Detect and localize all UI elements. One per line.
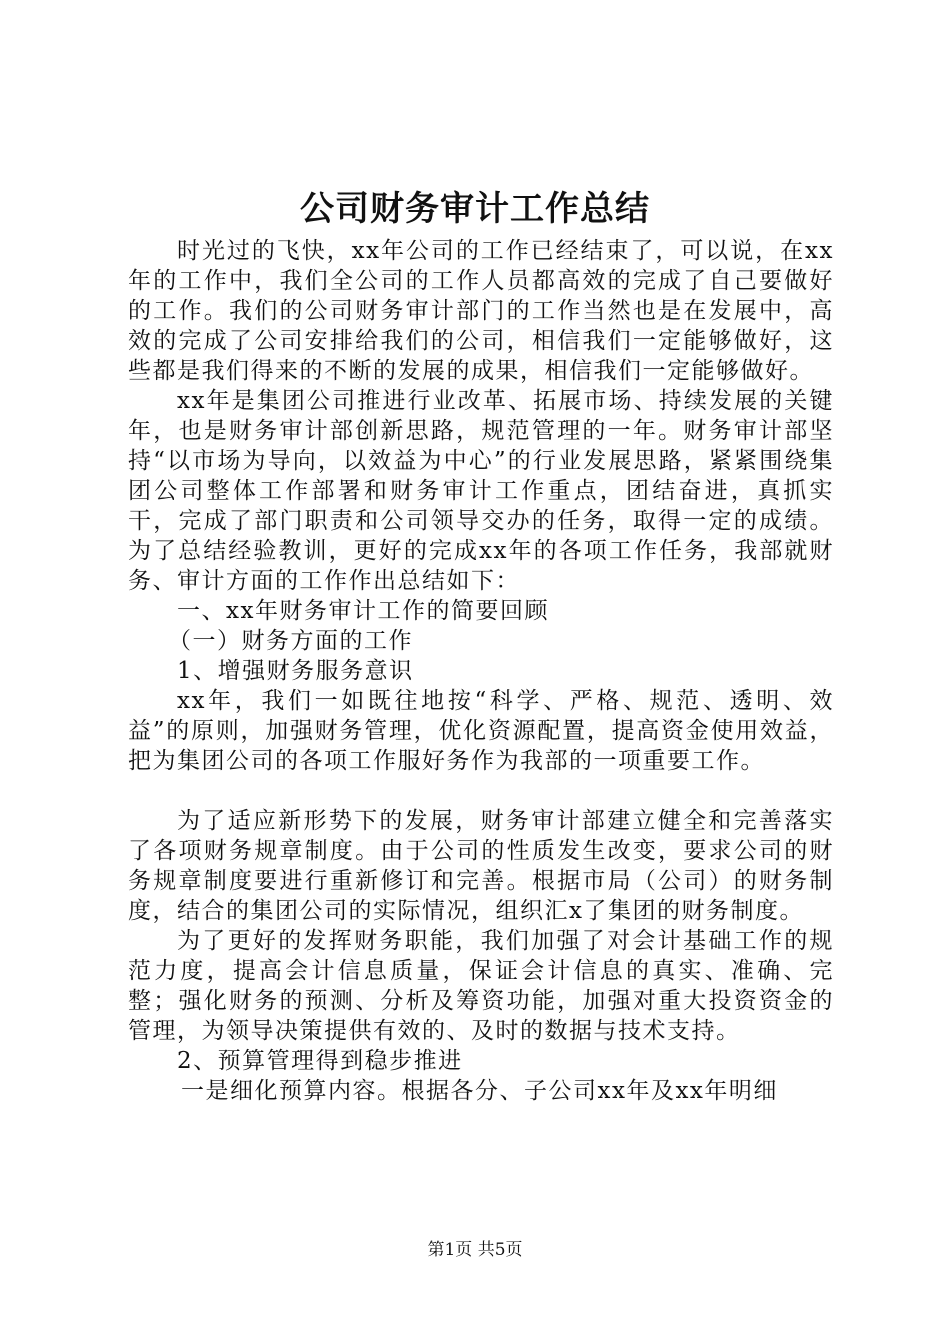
- subsection-heading: （一）财务方面的工作: [168, 628, 413, 654]
- item-heading-1: 1、增强财务服务意识: [177, 658, 414, 684]
- paragraph-service: xx年，我们一如既往地按“科学、严格、规范、透明、效益”的原则，加强财务管理，优化资源配置，提高资金使用效益，把为集团公司的各项工作服好务作为我部的一项重要工作。: [128, 688, 834, 774]
- paragraph-regulations: 为了适应新形势下的发展，财务审计部建立健全和完善落实了各项财务规章制度。由于公司的性质发生改变，要求公司的财务规章制度要进行重新修订和完善。根据市局（公司）的财务制度，结合的集团公司的实际情况，组织汇x了集团的财务制度。: [128, 808, 834, 924]
- paragraph-intro: 时光过的飞快，xx年公司的工作已经结束了，可以说，在xx年的工作中，我们全公司的工作人员都高效的完成了自己要做好的工作。我们的公司财务审计部门的工作当然也是在发展中，高效的完成了公司安排给我们的公司，相信我们一定能够做好，这些都是我们得来的不断的发展的成果，相信我们一定能够做好。: [128, 238, 834, 384]
- paragraph-budget: 一是细化预算内容。根据各分、子公司xx年及xx年明细: [181, 1078, 778, 1104]
- paragraph-overview: xx年是集团公司推进行业改革、拓展市场、持续发展的关键年，也是财务审计部创新思路，规范管理的一年。财务审计部坚持“以市场为导向，以效益为中心”的行业发展思路，紧紧围绕集团公司整体工作部署和财务审计工作重点，团结奋进，真抓实干，完成了部门职责和公司领导交办的任务，取得一定的成绩。为了总结经验教训，更好的完成xx年的各项工作任务，我部就财务、审计方面的工作作出总结如下：: [128, 388, 834, 594]
- document-title: 公司财务审计工作总结: [300, 189, 650, 229]
- item-heading-2: 2、预算管理得到稳步推进: [177, 1048, 463, 1074]
- page-number-footer: 第1页 共5页: [427, 1240, 523, 1260]
- paragraph-accounting: 为了更好的发挥财务职能，我们加强了对会计基础工作的规范力度，提高会计信息质量，保证会计信息的真实、准确、完整；强化财务的预测、分析及筹资功能，加强对重大投资资金的管理，为领导决策提供有效的、及时的数据与技术支持。: [128, 928, 834, 1044]
- document-body: [128, 236, 834, 1106]
- blank-line: [128, 776, 834, 806]
- section-heading: 一、xx年财务审计工作的简要回顾: [177, 598, 549, 624]
